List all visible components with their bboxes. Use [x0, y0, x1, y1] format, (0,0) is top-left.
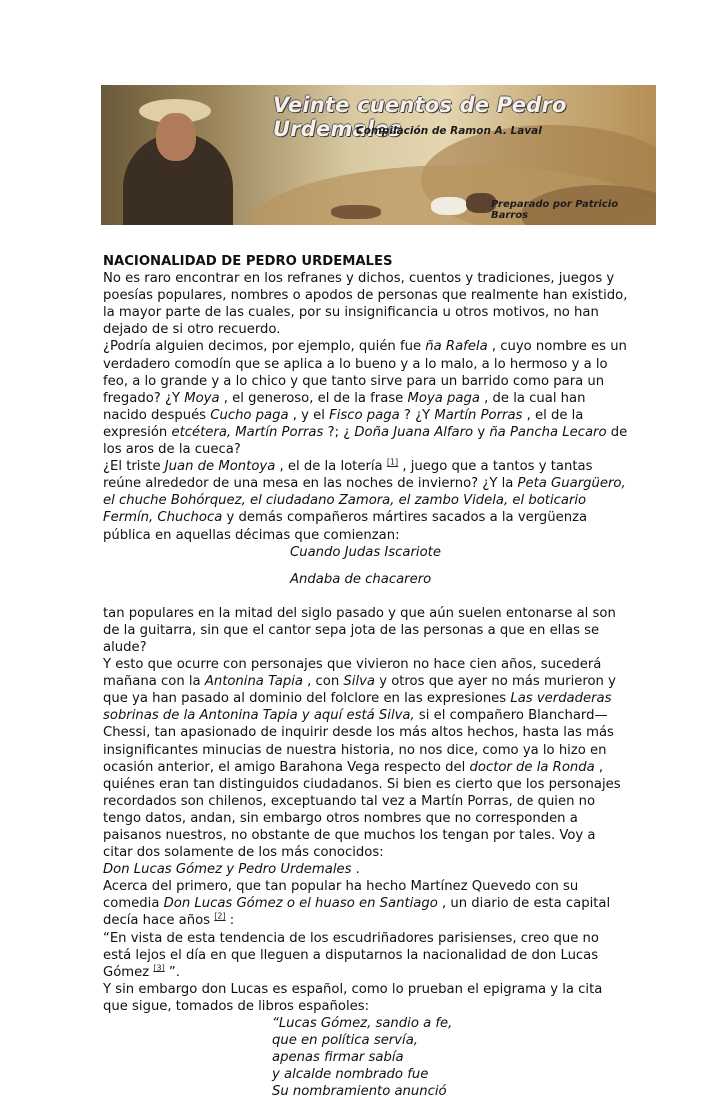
paragraph: No es raro encontrar en los refranes y dichos, cuentos y tradiciones, juegos y poesías populares, nombres o apodos de personas que realmente han existido, la mayor parte de las cuales, por su insignificancia u otros motivos, no han dejado de si otro recuerdo.: [103, 271, 628, 338]
header-banner: [101, 85, 656, 225]
verse-line: Su nombramiento anunció: [272, 1084, 447, 1100]
verse-line: “Lucas Gómez, sandio a fe,: [272, 1016, 453, 1032]
preparer-credit: Preparado por Patricio Barros: [491, 199, 619, 221]
paragraph: tan populares en la mitad del siglo pasado y que aún suelen entonarse al son de la guitarra, sin que el cantor sepa jota de las personas a que en ellas se alude?: [103, 605, 616, 655]
section-heading: NACIONALIDAD DE PEDRO URDEMALES: [103, 254, 393, 269]
book-title: Veinte cuentos de Pedro Urdemales: [273, 93, 567, 141]
paragraph: ¿Podría alguien decimos, por ejemplo, quién fue ña Rafela , cuyo nombre es un verdadero comodín que se aplica a lo bueno y a lo malo, a lo hermoso y a lo feo, a lo grande y a lo chico y que tanto sirve para un barrido como para un fregado? ¿Y Moya , el generoso, el de la frase Moya paga , de la cual han nacido después Cucho paga , y el Fisco paga ? ¿Y Martín Porras , el de la expresión etcétera, Martín Porras ?; ¿ Doña Juana Alfaro y ña Pancha Lecaro de los aros de la cueca?: [103, 339, 628, 458]
paragraph: Acerca del primero, que tan popular ha hecho Martínez Quevedo con su comedia Don Lucas Gómez o el huaso en Santiago , un diario de esta capital decía hace años [2] :: [103, 879, 611, 929]
paragraph: Y esto que ocurre con personajes que vivieron no hace cien años, sucederá mañana con la Antonina Tapia , con Silva y otros que ayer no más murieron y que ya han pasado al dominio del folclore en las expresiones Las verdaderas sobrinas de la Antonina Tapia y aquí está Silva, si el compañero Blanchard— Chessi, tan apasionado de inquirir desde los más altos hechos, hasta las más insignificantes minucias de nuestra historia, no nos dice, como ya lo hizo en ocasión anterior, el amigo Barahona Vega respecto del doctor de la Ronda , quiénes eran tan distinguidos ciudadanos. Si bien es cierto que los personajes recordados son chilenos, exceptuando tal vez a Martín Porras, de quien no tengo datos, andan, sin embargo otros nombres que no corresponden a paisanos nuestros, no obstante de que muchos los tengan por tales. Voy a citar dos solamente de los más conocidos:: [103, 657, 621, 861]
paragraph: “En vista de esta tendencia de los escudriñadores parisienses, creo que no está lejos el día en que lleguen a disputarnos la nacionalidad de don Lucas Gómez [3] ”.: [103, 930, 599, 980]
banner-animal: [331, 205, 381, 219]
footnote-link[interactable]: [1]: [386, 457, 399, 467]
spacer: [103, 588, 628, 605]
verse-line: apenas firmar sabía: [272, 1050, 404, 1066]
document-body: [103, 253, 628, 1101]
paragraph: Y sin embargo don Lucas es español, como lo prueban el epigrama y la cita que sigue, tomados de libros españoles:: [103, 981, 603, 1014]
footnote-link[interactable]: [2]: [214, 912, 226, 922]
verse-line: Cuando Judas Iscariote: [290, 544, 441, 560]
verse-line: y alcalde nombrado fue: [272, 1067, 429, 1083]
banner-figure-head: [156, 113, 196, 161]
compiler-credit: Compilación de Ramon A. Laval: [356, 125, 542, 137]
paragraph: Don Lucas Gómez y Pedro Urdemales .: [103, 862, 360, 878]
verse-line: Andaba de chacarero: [290, 571, 432, 587]
paragraph: ¿El triste Juan de Montoya , el de la lotería [1] , juego que a tantos y tantas reúne alrededor de una mesa en las noches de invierno? ¿Y la Peta Guargüero, el chuche Bohórquez, el ciudadano Zamora, el zambo Videla, el boticario Fermín, Chuchoca y demás compañeros mártires sacados a la vergüenza pública en aquellas décimas que comienzan:: [103, 457, 626, 543]
verse-line: que en política servía,: [272, 1033, 418, 1049]
banner-animal: [431, 197, 467, 215]
footnote-link[interactable]: [3]: [153, 963, 165, 973]
